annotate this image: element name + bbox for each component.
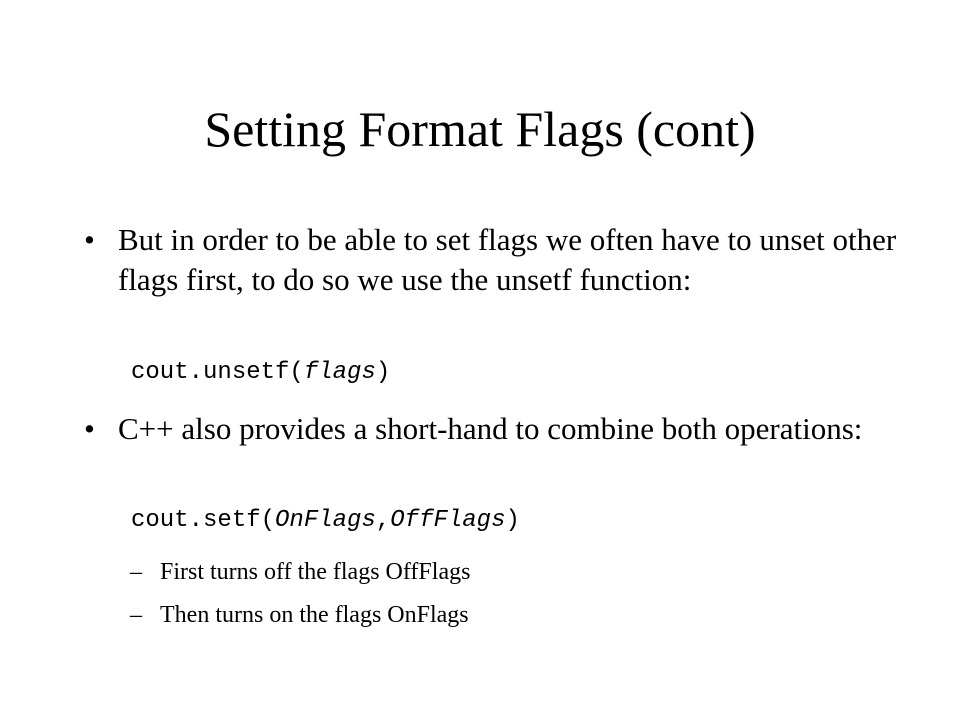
sub-item-text: Then turns on the flags OnFlags <box>160 602 469 628</box>
code-prefix: cout.setf( <box>131 507 276 534</box>
sub-item-first <box>130 556 470 588</box>
bullet-marker: • <box>84 222 95 257</box>
code-param-onflags: OnFlags <box>275 507 376 534</box>
code-suffix: ) <box>375 359 391 386</box>
bullet-item-setf <box>84 409 904 449</box>
code-param-flags: flags <box>303 359 376 386</box>
code-suffix: ) <box>505 507 520 534</box>
code-setf <box>131 506 520 536</box>
sub-bullet-marker: – <box>130 559 142 585</box>
sub-item-then <box>130 599 469 631</box>
bullet-item-unsetf <box>84 220 904 300</box>
bullet-marker: • <box>84 411 95 446</box>
code-prefix: cout.unsetf( <box>131 359 304 386</box>
sub-bullet-marker: – <box>130 602 142 628</box>
bullet-text: But in order to be able to set flags we often have to unset other flags first, to do so we use the unsetf function: <box>118 222 897 297</box>
bullet-text: C++ also provides a short-hand to combine both operations: <box>118 411 863 446</box>
code-unsetf <box>131 358 390 388</box>
code-separator: , <box>375 507 391 534</box>
code-param-offflags: OffFlags <box>390 507 506 534</box>
slide-title: Setting Format Flags (cont) <box>204 101 756 157</box>
sub-item-text: First turns off the flags OffFlags <box>160 559 471 585</box>
